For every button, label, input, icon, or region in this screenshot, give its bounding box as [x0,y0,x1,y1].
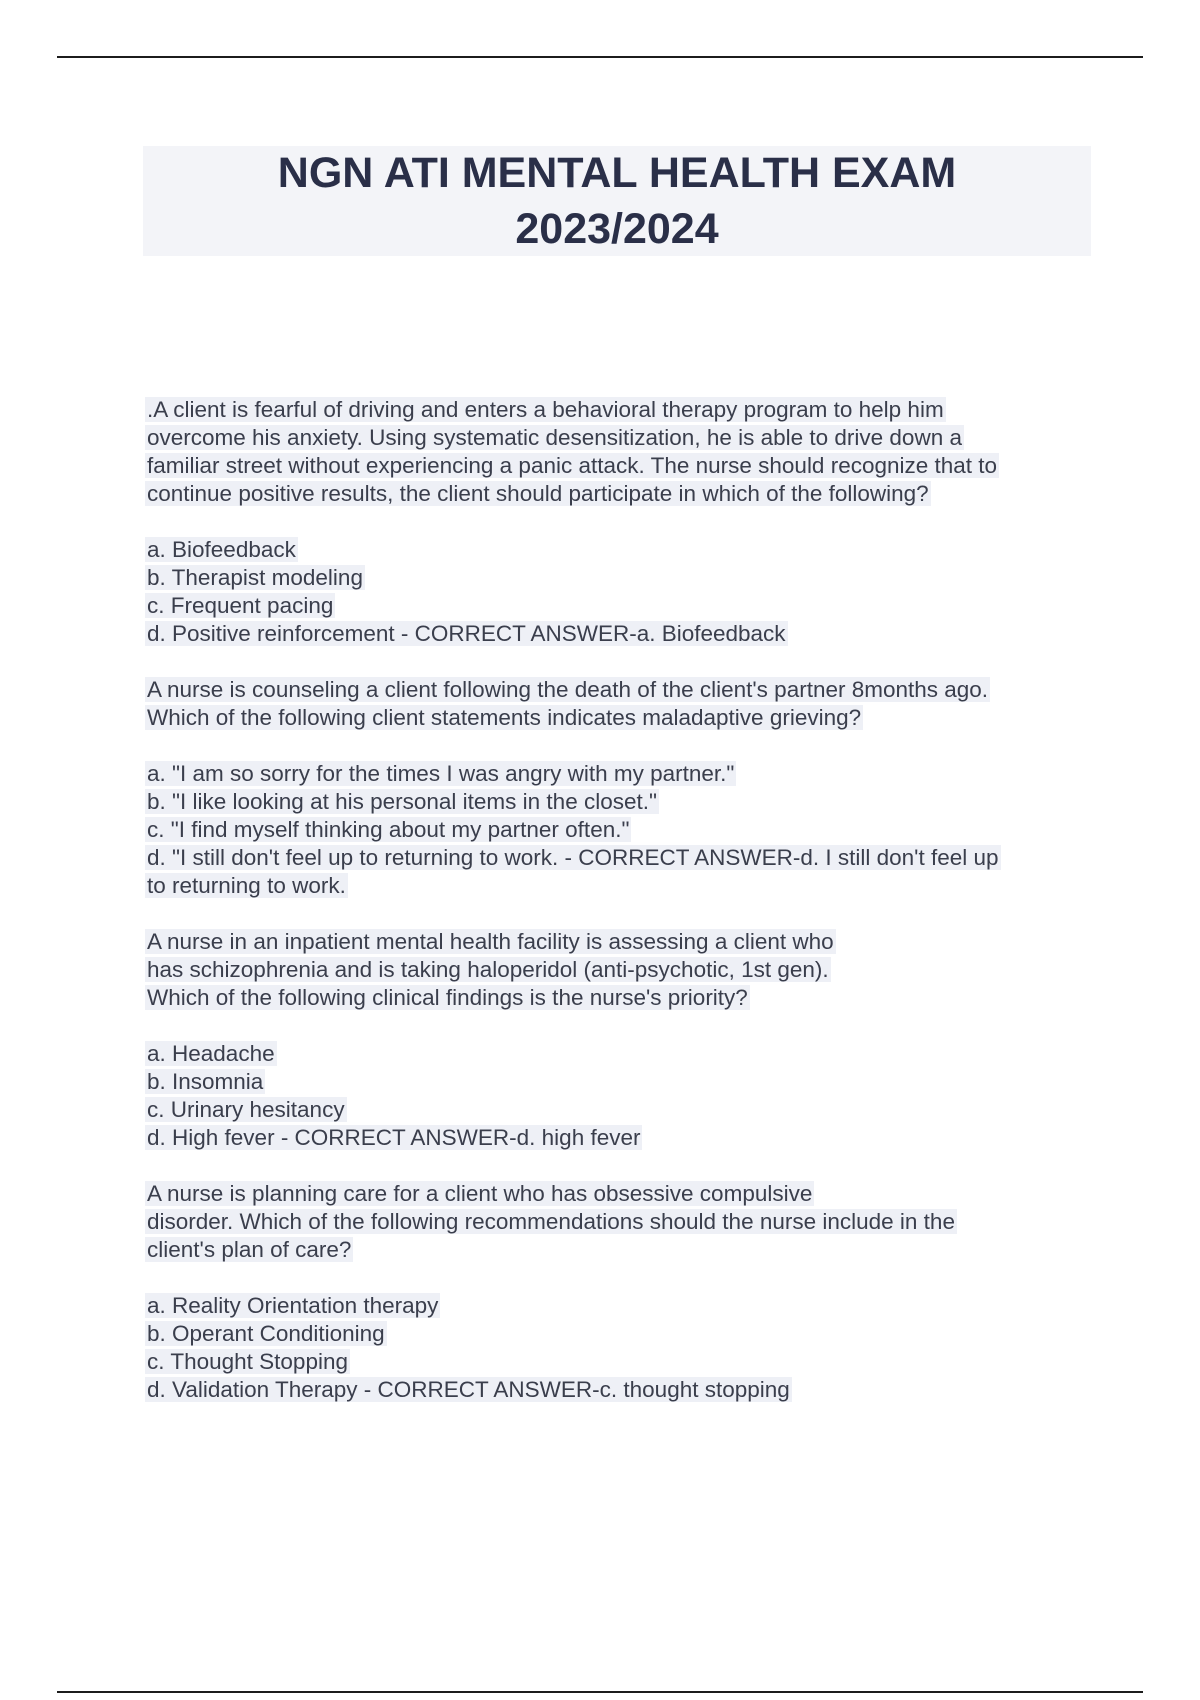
stem-line: continue positive results, the client should participate in which of the following? [147,481,929,506]
option-d-with-answer: d. High fever - CORRECT ANSWER-d. high fever [147,1125,641,1150]
page-title [278,145,956,257]
option-d-with-answer: d. Validation Therapy - CORRECT ANSWER-c. thought stopping [147,1377,790,1402]
stem-line: Which of the following client statements indicates maladaptive grieving? [147,705,862,730]
stem-line: A nurse is planning care for a client who has obsessive compulsive [147,1181,813,1206]
answer-options [145,1040,1095,1152]
option-a: a. "I am so sorry for the times I was angry with my partner." [147,761,735,786]
top-rule [57,56,1143,58]
question-1 [145,396,1095,648]
stem-line: Which of the following clinical findings is the nurse's priority? [147,985,748,1010]
option-b: b. Therapist modeling [147,565,363,590]
option-b: b. Operant Conditioning [147,1321,385,1346]
option-d-continued: to returning to work. [147,873,346,898]
option-b: b. Insomnia [147,1069,264,1094]
option-c: c. Urinary hesitancy [147,1097,345,1122]
option-c: c. "I find myself thinking about my partner often." [147,817,630,842]
answer-options [145,760,1095,900]
question-stem [145,396,1095,508]
question-4 [145,1180,1095,1404]
stem-line: overcome his anxiety. Using systematic desensitization, he is able to drive down a [147,425,962,450]
option-a: a. Biofeedback [147,537,296,562]
title-line-2: 2023/2024 [515,205,719,253]
stem-line: client's plan of care? [147,1237,352,1262]
question-3 [145,928,1095,1152]
question-stem [145,928,1095,1012]
option-c: c. Thought Stopping [147,1349,348,1374]
answer-options [145,536,1095,648]
stem-line: A nurse is counseling a client following the death of the client's partner 8months ago. [147,677,989,702]
option-a: a. Reality Orientation therapy [147,1293,439,1318]
option-d-with-answer: d. Positive reinforcement - CORRECT ANSWER-a. Biofeedback [147,621,786,646]
title-line-1: NGN ATI MENTAL HEALTH EXAM [277,149,957,197]
title-banner [143,146,1091,256]
option-a: a. Headache [147,1041,275,1066]
answer-options [145,1292,1095,1404]
stem-line: familiar street without experiencing a panic attack. The nurse should recognize that to [147,453,998,478]
stem-line: A nurse in an inpatient mental health facility is assessing a client who [147,929,834,954]
option-d-with-answer: d. "I still don't feel up to returning to work. - CORRECT ANSWER-d. I still don't feel up [147,845,999,870]
question-stem [145,676,1095,732]
option-b: b. "I like looking at his personal items in the closet." [147,789,657,814]
option-c: c. Frequent pacing [147,593,334,618]
stem-line: .A client is fearful of driving and enters a behavioral therapy program to help him [147,397,944,422]
stem-line: disorder. Which of the following recommendations should the nurse include in the [147,1209,955,1234]
question-list [145,396,1095,1432]
bottom-rule [57,1691,1143,1693]
question-2 [145,676,1095,900]
question-stem [145,1180,1095,1264]
stem-line: has schizophrenia and is taking haloperidol (anti-psychotic, 1st gen). [147,957,829,982]
